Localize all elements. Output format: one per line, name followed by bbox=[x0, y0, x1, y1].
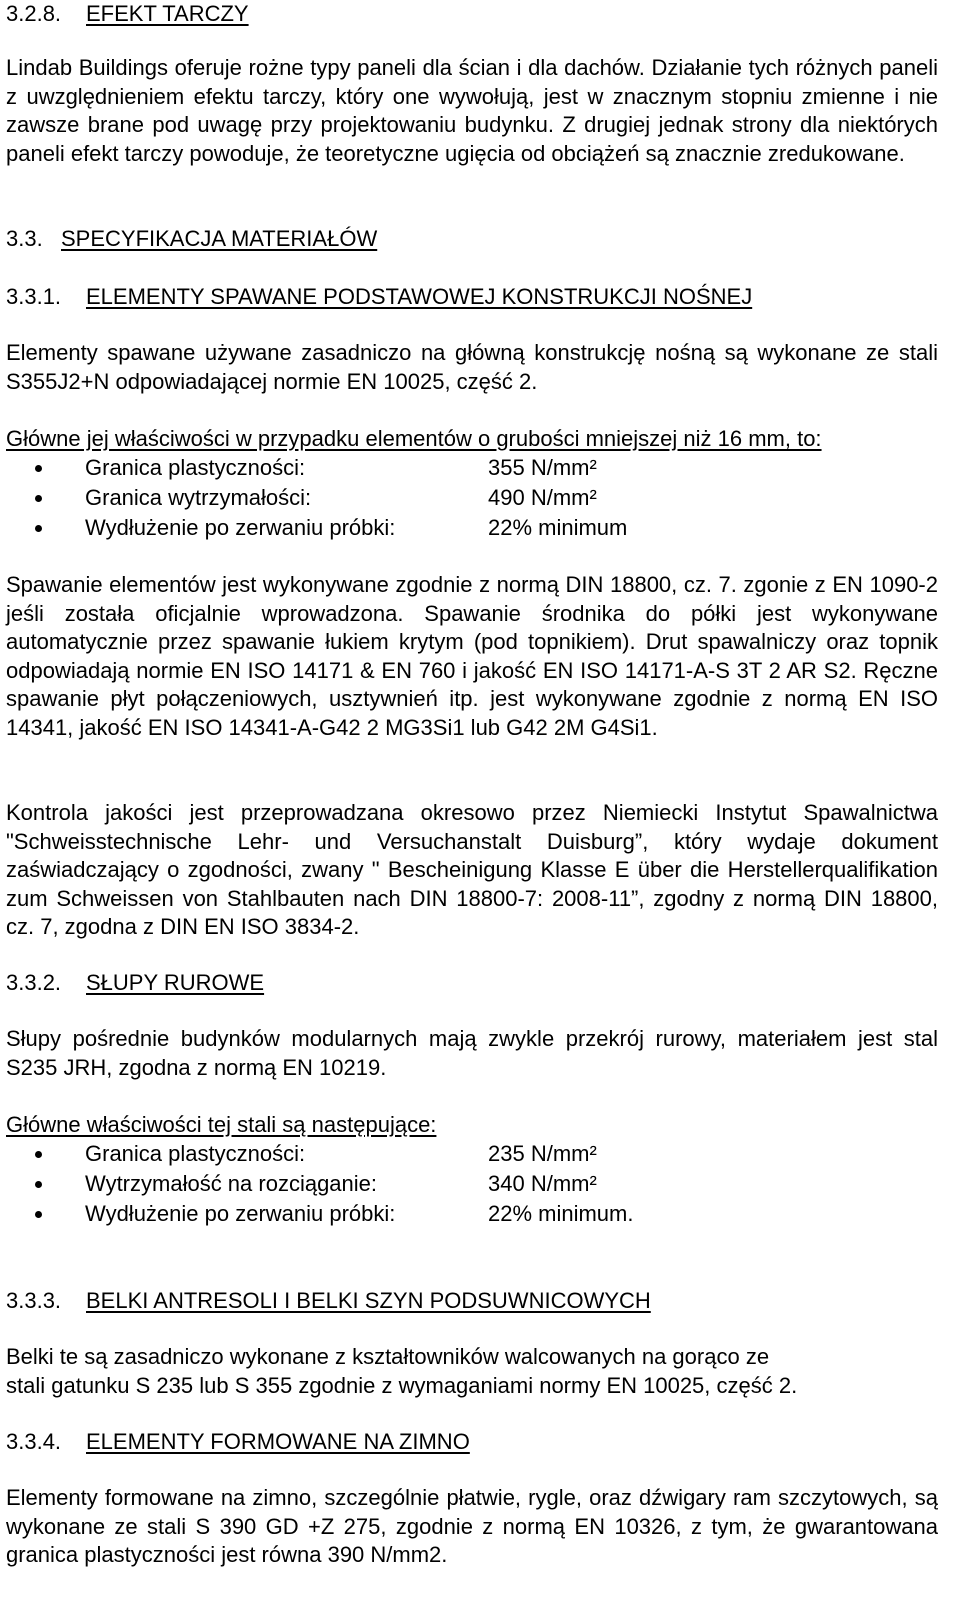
section-heading-3-3 bbox=[6, 225, 378, 253]
paragraph-formowane-na-zimno: Elementy formowane na zimno, szczególnie płatwie, rygle, oraz dźwigary ram szczytowych, są wykonane ze stali S 390 GD +Z 275, zgodnie z normą EN 10326, z tym, że gwarantowana granica plastyczności jest równa 390 N/mm2. bbox=[6, 1485, 938, 1568]
section-number: 3.3.3. bbox=[6, 1288, 62, 1313]
property-value: 340 N/mm² bbox=[488, 1171, 597, 1196]
list-item bbox=[6, 1169, 938, 1199]
paragraph-belki bbox=[6, 1343, 938, 1400]
section-number: 3.3.2. bbox=[6, 970, 62, 995]
paragraph-kontrola-jakosci: Kontrola jakości jest przeprowadzana okresowo przez Niemiecki Instytut Spawalnictwa "Schweisstechnische Lehr- und Versuchanstalt Duisburg”, który wydaje dokument zaświadczający o zgodności, zwany " Bescheinigung Klasse E über die Herstellerqualifikation zum Schweissen von Stahlbauten nach DIN 18800-7: 2008-11”, zgodny z normą DIN 18800, cz. 7, zgodna z DIN EN ISO 3834-2. bbox=[6, 800, 938, 940]
bullet-icon bbox=[35, 495, 42, 502]
properties-title: Główne jej właściwości w przypadku elementów o grubości mniejszej niż 16 mm, to: bbox=[6, 426, 822, 451]
list-item bbox=[6, 483, 938, 513]
section-number: 3.3.4. bbox=[6, 1429, 62, 1454]
section-heading-3-3-1 bbox=[6, 283, 753, 311]
bullet-icon bbox=[35, 1211, 42, 1218]
section-title: SPECYFIKACJA MATERIAŁÓW bbox=[61, 226, 378, 251]
section-title: BELKI ANTRESOLI I BELKI SZYN PODSUWNICOWYCH bbox=[86, 1288, 651, 1313]
property-value: 22% minimum bbox=[488, 515, 628, 540]
property-value: 22% minimum. bbox=[488, 1201, 634, 1226]
properties-list bbox=[6, 453, 938, 543]
section-heading-3-3-3 bbox=[6, 1287, 651, 1315]
section-title: ELEMENTY FORMOWANE NA ZIMNO bbox=[86, 1429, 470, 1454]
list-item bbox=[6, 1139, 938, 1169]
paragraph-efekt-tarczy: Lindab Buildings oferuje rożne typy paneli dla ścian i dla dachów. Działanie tych różnych paneli z uwzględnieniem efektu tarczy, który one wywołują, jest w znacznym stopniu zmienne i nie zawsze brane pod uwagę przy projektowaniu budynku. Z drugiej jednak strony dla niektórych paneli efekt tarczy powoduje, że teoretyczne ugięcia od obciążeń są znacznie zredukowane. bbox=[6, 55, 938, 166]
bullet-icon bbox=[35, 1151, 42, 1158]
section-heading-3-3-4 bbox=[6, 1428, 470, 1456]
property-label: Wydłużenie po zerwaniu próbki: bbox=[85, 1201, 396, 1226]
list-item bbox=[6, 513, 938, 543]
list-item bbox=[6, 1199, 938, 1229]
section-title: ELEMENTY SPAWANE PODSTAWOWEJ KONSTRUKCJI NOŚNEJ bbox=[86, 284, 753, 309]
property-value: 235 N/mm² bbox=[488, 1141, 597, 1166]
section-heading-3-3-2 bbox=[6, 969, 265, 997]
property-label: Wytrzymałość na rozciąganie: bbox=[85, 1171, 378, 1196]
property-label: Granica plastyczności: bbox=[85, 1141, 306, 1166]
property-value: 355 N/mm² bbox=[488, 455, 597, 480]
bullet-icon bbox=[35, 525, 42, 532]
list-item bbox=[6, 453, 938, 483]
properties-title: Główne właściwości tej stali są następujące: bbox=[6, 1112, 437, 1137]
section-title: SŁUPY RUROWE bbox=[86, 970, 265, 995]
bullet-icon bbox=[35, 1181, 42, 1188]
property-label: Wydłużenie po zerwaniu próbki: bbox=[85, 515, 396, 540]
paragraph-line: Belki te są zasadniczo wykonane z kształtowników walcowanych na gorąco ze bbox=[6, 1344, 770, 1369]
section-heading-3-2-8 bbox=[6, 0, 249, 28]
section-number: 3.3. bbox=[6, 226, 43, 251]
paragraph-elementy-spawane: Elementy spawane używane zasadniczo na główną konstrukcję nośną są wykonane ze stali S355J2+N odpowiadającej normie EN 10025, część 2. bbox=[6, 340, 938, 394]
paragraph-spawanie: Spawanie elementów jest wykonywane zgodnie z normą DIN 18800, cz. 7. zgonie z EN 1090-2 jeśli została oficjalnie wprowadzona. Spawanie środnika do półki jest wykonywane automatycznie przez spawanie łukiem krytym (pod topnikiem). Drut spawalniczy oraz topnik odpowiadają normie EN ISO 14171 & EN 760 i jakość EN ISO 14171-A-S 3T 2 AR S2. Ręczne spawanie płyt połączeniowych, usztywnień itp. jest wykonywane zgodnie z normą EN ISO 14341, jakość EN ISO 14341-A-G42 2 MG3Si1 lub G42 2M G4Si1. bbox=[6, 572, 938, 740]
section-number: 3.3.1. bbox=[6, 284, 62, 309]
section-title: EFEKT TARCZY bbox=[86, 1, 249, 26]
paragraph-slupy: Słupy pośrednie budynków modularnych mają zwykle przekrój rurowy, materiałem jest stal S235 JRH, zgodna z normą EN 10219. bbox=[6, 1026, 938, 1080]
properties-list bbox=[6, 1139, 938, 1229]
property-label: Granica plastyczności: bbox=[85, 455, 306, 480]
property-value: 490 N/mm² bbox=[488, 485, 597, 510]
bullet-icon bbox=[35, 465, 42, 472]
paragraph-line: stali gatunku S 235 lub S 355 zgodnie z wymaganiami normy EN 10025, część 2. bbox=[6, 1372, 798, 1398]
property-label: Granica wytrzymałości: bbox=[85, 485, 312, 510]
section-number: 3.2.8. bbox=[6, 1, 62, 26]
